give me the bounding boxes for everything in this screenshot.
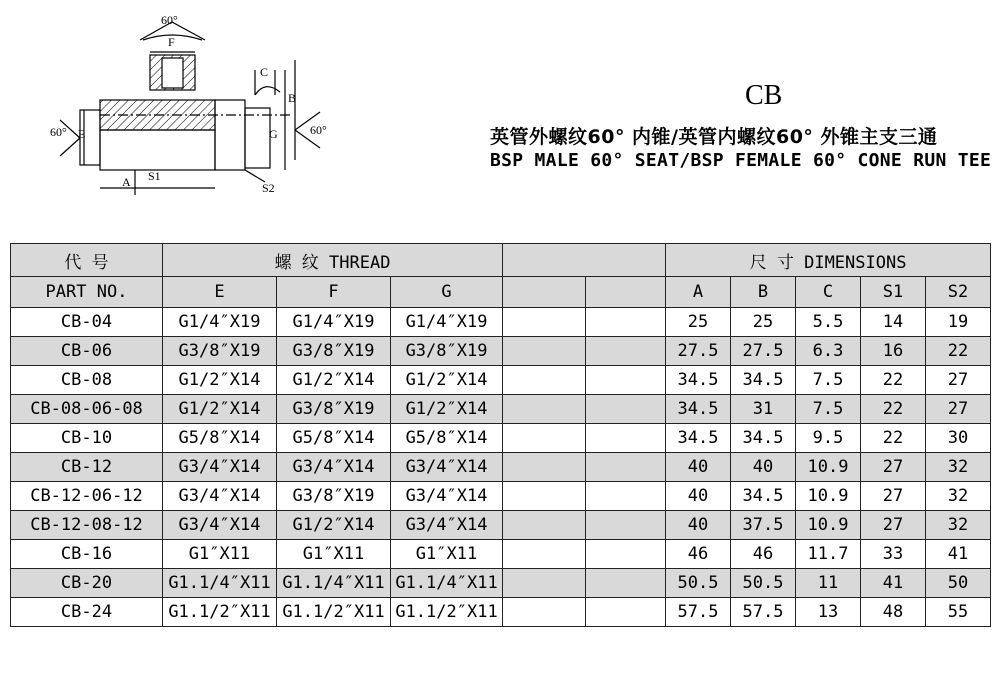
table-row — [11, 482, 991, 511]
label-c: C — [260, 65, 269, 79]
cell-dim-a: 25 — [666, 308, 731, 337]
header-part-cn: 代 号 — [11, 244, 163, 277]
col-g: G — [391, 277, 503, 308]
header-row-1 — [11, 244, 991, 277]
cell-dim-s2: 27 — [926, 366, 991, 395]
cell-thread-f: G3/8″X19 — [277, 395, 391, 424]
cell-dim-c: 9.5 — [796, 424, 861, 453]
cell-dim-b: 57.5 — [731, 598, 796, 627]
cell-dim-a: 50.5 — [666, 569, 731, 598]
cell-dim-s2: 22 — [926, 337, 991, 366]
cell-empty-1 — [503, 569, 586, 598]
cell-dim-a: 34.5 — [666, 366, 731, 395]
cell-dim-b: 34.5 — [731, 482, 796, 511]
col-a: A — [666, 277, 731, 308]
cell-dim-b: 31 — [731, 395, 796, 424]
spec-table — [10, 243, 991, 627]
cell-dim-s1: 48 — [861, 598, 926, 627]
cell-empty-1 — [503, 540, 586, 569]
cell-empty-2 — [586, 569, 666, 598]
cell-dim-b: 27.5 — [731, 337, 796, 366]
cell-dim-s2: 32 — [926, 482, 991, 511]
cell-thread-e: G1/2″X14 — [163, 395, 277, 424]
cell-thread-g: G3/8″X19 — [391, 337, 503, 366]
cell-dim-b: 25 — [731, 308, 796, 337]
cell-dim-c: 10.9 — [796, 511, 861, 540]
cell-thread-e: G1.1/2″X11 — [163, 598, 277, 627]
cell-thread-f: G1.1/2″X11 — [277, 598, 391, 627]
cell-empty-2 — [586, 511, 666, 540]
cell-thread-f: G1″X11 — [277, 540, 391, 569]
cell-thread-f: G3/4″X14 — [277, 453, 391, 482]
cell-dim-a: 57.5 — [666, 598, 731, 627]
cell-thread-e: G5/8″X14 — [163, 424, 277, 453]
header-thread: 螺 纹 THREAD — [163, 244, 503, 277]
table-row — [11, 366, 991, 395]
cell-dim-s1: 27 — [861, 482, 926, 511]
cell-dim-c: 11.7 — [796, 540, 861, 569]
cell-part: CB-16 — [11, 540, 163, 569]
cell-thread-e: G3/4″X14 — [163, 511, 277, 540]
cell-empty-1 — [503, 453, 586, 482]
cell-dim-s2: 41 — [926, 540, 991, 569]
cell-empty-1 — [503, 598, 586, 627]
table-row — [11, 598, 991, 627]
table-body — [11, 308, 991, 627]
cell-thread-g: G1.1/2″X11 — [391, 598, 503, 627]
col-e: E — [163, 277, 277, 308]
cell-dim-s1: 27 — [861, 511, 926, 540]
cell-dim-b: 46 — [731, 540, 796, 569]
cell-thread-f: G3/8″X19 — [277, 337, 391, 366]
cell-thread-g: G1/2″X14 — [391, 366, 503, 395]
col-c: C — [796, 277, 861, 308]
cell-empty-1 — [503, 366, 586, 395]
cell-empty-2 — [586, 482, 666, 511]
cell-empty-1 — [503, 511, 586, 540]
table-row — [11, 540, 991, 569]
cell-empty-2 — [586, 540, 666, 569]
cell-dim-b: 50.5 — [731, 569, 796, 598]
cell-thread-e: G1″X11 — [163, 540, 277, 569]
label-angle-left: 60° — [50, 125, 67, 139]
label-e: E — [78, 127, 86, 141]
cell-dim-c: 10.9 — [796, 453, 861, 482]
cell-thread-f: G5/8″X14 — [277, 424, 391, 453]
cell-part: CB-04 — [11, 308, 163, 337]
cell-empty-2 — [586, 453, 666, 482]
cell-thread-e: G3/4″X14 — [163, 482, 277, 511]
cell-thread-e: G1/4″X19 — [163, 308, 277, 337]
cell-dim-s1: 33 — [861, 540, 926, 569]
cell-empty-2 — [586, 337, 666, 366]
header-dimensions: 尺 寸 DIMENSIONS — [666, 244, 991, 277]
cell-dim-s1: 22 — [861, 366, 926, 395]
col-empty-1 — [503, 277, 586, 308]
table-row — [11, 395, 991, 424]
cell-dim-c: 13 — [796, 598, 861, 627]
cell-part: CB-24 — [11, 598, 163, 627]
title-chinese: 英管外螺纹60° 内锥/英管内螺纹60° 外锥主支三通 — [490, 126, 938, 148]
cell-dim-c: 7.5 — [796, 395, 861, 424]
cell-dim-a: 34.5 — [666, 424, 731, 453]
cell-thread-f: G3/8″X19 — [277, 482, 391, 511]
cell-dim-b: 34.5 — [731, 366, 796, 395]
cell-thread-g: G1/2″X14 — [391, 395, 503, 424]
title-english: BSP MALE 60° SEAT/BSP FEMALE 60° CONE RUN TEE — [490, 150, 992, 171]
cell-empty-2 — [586, 366, 666, 395]
col-empty-2 — [586, 277, 666, 308]
cell-thread-g: G3/4″X14 — [391, 453, 503, 482]
header-blank — [503, 244, 666, 277]
col-f: F — [277, 277, 391, 308]
cell-dim-a: 40 — [666, 511, 731, 540]
cell-dim-a: 40 — [666, 482, 731, 511]
cell-dim-b: 40 — [731, 453, 796, 482]
cell-dim-a: 27.5 — [666, 337, 731, 366]
cell-thread-g: G1/4″X19 — [391, 308, 503, 337]
cell-thread-e: G1/2″X14 — [163, 366, 277, 395]
cell-part: CB-08 — [11, 366, 163, 395]
table-row — [11, 511, 991, 540]
cell-empty-2 — [586, 598, 666, 627]
cell-thread-f: G1/2″X14 — [277, 366, 391, 395]
cell-thread-f: G1.1/4″X11 — [277, 569, 391, 598]
cell-dim-s2: 30 — [926, 424, 991, 453]
cell-dim-c: 6.3 — [796, 337, 861, 366]
cell-dim-s2: 55 — [926, 598, 991, 627]
label-a: A — [122, 175, 131, 189]
header-part-en: PART NO. — [11, 277, 163, 308]
cell-dim-s2: 32 — [926, 511, 991, 540]
cell-dim-s1: 22 — [861, 395, 926, 424]
cell-empty-1 — [503, 482, 586, 511]
cell-dim-a: 40 — [666, 453, 731, 482]
cell-thread-g: G3/4″X14 — [391, 482, 503, 511]
cell-thread-f: G1/4″X19 — [277, 308, 391, 337]
cell-dim-s1: 14 — [861, 308, 926, 337]
cell-thread-e: G1.1/4″X11 — [163, 569, 277, 598]
table-row — [11, 569, 991, 598]
cell-dim-s1: 41 — [861, 569, 926, 598]
cell-part: CB-06 — [11, 337, 163, 366]
cell-dim-s1: 16 — [861, 337, 926, 366]
cell-part: CB-20 — [11, 569, 163, 598]
cell-dim-s2: 32 — [926, 453, 991, 482]
cell-thread-g: G1″X11 — [391, 540, 503, 569]
cell-thread-g: G5/8″X14 — [391, 424, 503, 453]
cell-dim-a: 46 — [666, 540, 731, 569]
cell-empty-2 — [586, 308, 666, 337]
col-s2: S2 — [926, 277, 991, 308]
cell-part: CB-08-06-08 — [11, 395, 163, 424]
cell-empty-2 — [586, 395, 666, 424]
cell-part: CB-12-08-12 — [11, 511, 163, 540]
cell-dim-c: 7.5 — [796, 366, 861, 395]
cell-part: CB-10 — [11, 424, 163, 453]
cell-dim-c: 11 — [796, 569, 861, 598]
label-b: B — [288, 91, 297, 105]
cell-empty-1 — [503, 395, 586, 424]
label-f: F — [168, 35, 175, 49]
fitting-drawing — [40, 10, 340, 200]
col-s1: S1 — [861, 277, 926, 308]
cell-part: CB-12-06-12 — [11, 482, 163, 511]
cell-dim-b: 37.5 — [731, 511, 796, 540]
cell-thread-f: G1/2″X14 — [277, 511, 391, 540]
cell-empty-2 — [586, 424, 666, 453]
cell-dim-s2: 27 — [926, 395, 991, 424]
cell-thread-g: G1.1/4″X11 — [391, 569, 503, 598]
cell-dim-s2: 50 — [926, 569, 991, 598]
cell-dim-b: 34.5 — [731, 424, 796, 453]
cell-thread-e: G3/4″X14 — [163, 453, 277, 482]
cell-thread-g: G3/4″X14 — [391, 511, 503, 540]
cell-dim-a: 34.5 — [666, 395, 731, 424]
cell-dim-s2: 19 — [926, 308, 991, 337]
table-row — [11, 308, 991, 337]
cell-empty-1 — [503, 308, 586, 337]
label-g: G — [269, 127, 278, 141]
table-row — [11, 337, 991, 366]
label-angle-right: 60° — [310, 123, 327, 137]
table-row — [11, 453, 991, 482]
cell-part: CB-12 — [11, 453, 163, 482]
label-s2: S2 — [262, 181, 275, 195]
label-angle-top: 60° — [161, 13, 178, 27]
cell-thread-e: G3/8″X19 — [163, 337, 277, 366]
label-s1: S1 — [148, 169, 161, 183]
col-b: B — [731, 277, 796, 308]
product-code: CB — [745, 80, 783, 111]
cell-empty-1 — [503, 424, 586, 453]
cell-dim-s1: 22 — [861, 424, 926, 453]
table-row — [11, 424, 991, 453]
cell-empty-1 — [503, 337, 586, 366]
header-row-2 — [11, 277, 991, 308]
cell-dim-c: 5.5 — [796, 308, 861, 337]
cell-dim-s1: 27 — [861, 453, 926, 482]
cell-dim-c: 10.9 — [796, 482, 861, 511]
